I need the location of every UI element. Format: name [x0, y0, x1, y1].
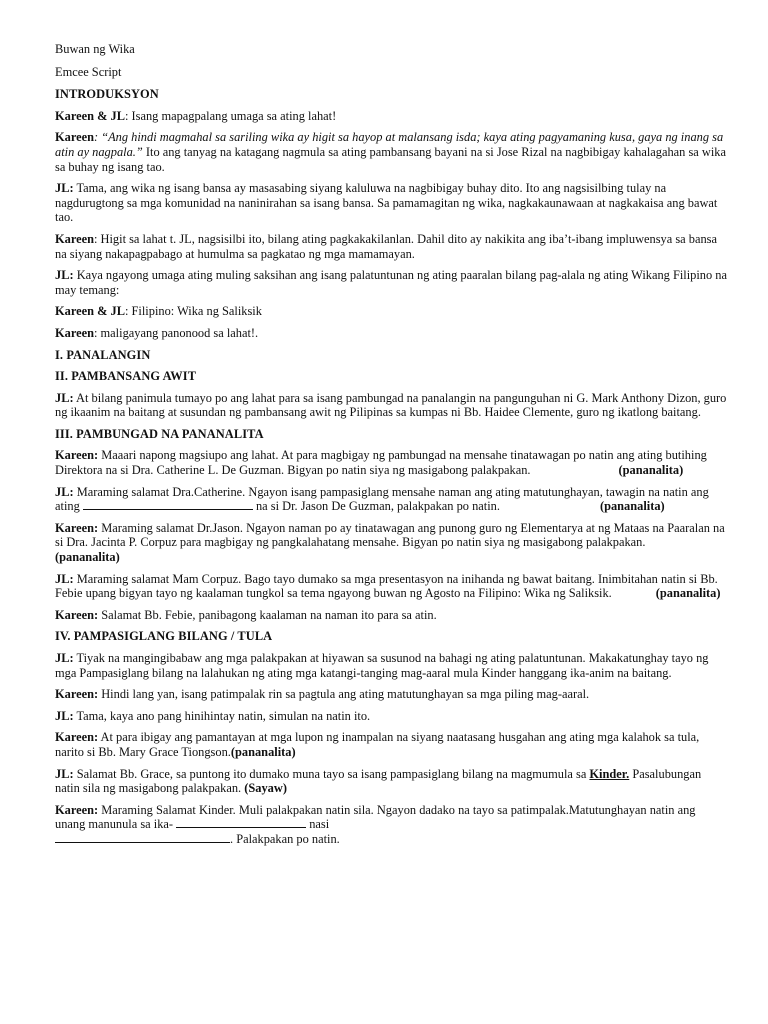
stage-cue: (pananalita) [230, 744, 296, 759]
line-text: Maraming salamat Dra.Catherine. Ngayon isang pampasiglang mensahe naman ang ating matutunghayan, tawagin na natin ang ating [55, 484, 709, 514]
line-text: Maraming salamat Mam Corpuz. Bago tayo dumako sa mga presentasyon na inihanda ng bawat baitang. Inimbitahan natin si Bb. Febie upang bigyan tayo ng kaalaman tungkol sa tema ngayong buwan ng Agosto na Filipino: Wika ng Saliksik. [55, 571, 718, 601]
speaker-label: Kareen: [55, 607, 99, 622]
script-line [55, 485, 728, 514]
rizal-quote: : “Ang hindi magmahal sa sariling wika ay higit sa hayop at malansang isda; kaya ating pagyamaning kusa, gaya ng inang sa atin ay nagpala.” [55, 130, 724, 159]
stage-cue: (Sayaw) [244, 781, 287, 796]
fill-in-blank [83, 499, 253, 510]
line-text: At para ibigay ang pamantayan at mga lupon ng inampalan na siyang naatasang husgahan ang ating mga kalahok sa tula, narito si Bb. Mary Grace Tiongson. [55, 730, 700, 759]
speaker-label: JL: [55, 484, 74, 499]
script-line [55, 651, 728, 680]
stage-cue: (pananalita) [618, 463, 684, 478]
section-heading-pampasiglang-bilang: IV. PAMPASIGLANG BILANG / TULA [55, 629, 273, 644]
speaker-label: Kareen [55, 325, 94, 340]
line-text: Salamat Bb. Grace, sa puntong ito dumako muna tayo sa isang pampasiglang bilang na magmumula sa [73, 766, 590, 781]
speaker-label: Kareen: [55, 802, 99, 817]
section-heading-introduksyon: INTRODUKSYON [55, 87, 159, 102]
speaker-label: Kareen: [55, 730, 99, 745]
script-line [55, 709, 728, 724]
stage-cue: (pananalita) [655, 586, 721, 601]
speaker-label: Kareen: [55, 687, 99, 702]
script-line [55, 803, 728, 847]
line-text: : Higit sa lahat t. JL, nagsisilbi ito, bilang ating pagkakakilanlan. Dahil dito ay nakikita ang iba’t-ibang impluwensya sa bansa na siyang nakapagpabago at humulma sa pagkatao ng mga mamamayan. [55, 231, 717, 261]
speaker-label: Kareen: [55, 448, 99, 463]
document-subtitle: Emcee Script [55, 64, 122, 79]
kinder-emphasis: Kinder. [589, 766, 630, 781]
line-text: Ito ang tanyag na katagang nagmula sa ating pambansang bayani na si Jose Rizal na nagbibigay kahalagahan sa wika sa buhay ng isang tao. [55, 144, 726, 174]
section-heading-pambansang-awit: II. PAMBANSANG AWIT [55, 369, 197, 384]
line-text: Maraming Salamat Kinder. Muli palakpakan natin sila. Ngayon dadako na tayo sa patimpalak.Matutunghayan natin ang unang manunula sa ika- [55, 802, 696, 832]
speaker-label: JL: [55, 390, 74, 405]
line-text: Maraming salamat Dr.Jason. Ngayon naman po ay tinatawagan ang punong guro ng Elementarya at ng Mataas na Paaralan na si Dra. Jacinta P. Corpuz para magbigay ng pangkalahatang mensahe. Bigyan po natin siya ng masigabong palakpakan. [55, 520, 725, 550]
script-line [55, 767, 728, 796]
section-heading-pambungad: III. PAMBUNGAD NA PANANALITA [55, 426, 264, 441]
speaker-label: JL: [55, 571, 74, 586]
speaker-label: Kareen & JL [55, 108, 125, 123]
script-line [55, 304, 728, 319]
speaker-label: Kareen & JL [55, 304, 125, 319]
script-line [55, 130, 728, 174]
line-text: : Filipino: Wika ng Saliksik [124, 304, 262, 319]
line-text: na si Dr. Jason De Guzman, palakpakan po natin. [252, 499, 500, 514]
speaker-label: Kareen: [55, 520, 99, 535]
fill-in-blank [55, 832, 230, 843]
line-text: Tiyak na mangingibabaw ang mga palakpakan at hiyawan sa susunod na bahagi ng ating palatuntunan. Makakatunghay tayo ng mga Pampasiglang bilang na lalahukan ng ating mga katangi-tanging mag-aaral mula Kinder hanggang ika-anim na baitang. [55, 651, 709, 680]
speaker-label: Kareen [55, 130, 94, 145]
script-line [55, 232, 728, 261]
line-text: Pasalubungan natin sila ng masigabong palakpakan. [55, 766, 702, 796]
script-line [55, 572, 728, 601]
stage-cue: (pananalita) [55, 550, 120, 565]
script-line [55, 109, 728, 124]
speaker-label: JL: [55, 181, 74, 196]
line-text: : Isang mapagpalang umaga sa ating lahat! [124, 108, 337, 123]
speaker-label: JL: [55, 268, 74, 283]
script-line [55, 608, 728, 623]
line-text: Maaari napong magsiupo ang lahat. At para magbigay ng pambungad na mensahe tinatawagan po natin ang ating butihing Direktora na si Dra. Catherine L. De Guzman. Bigyan po natin siya ng masigabong palakpakan. [55, 448, 707, 478]
line-text: Salamat Bb. Febie, panibagong kaalaman na naman ito para sa atin. [98, 607, 437, 622]
document-title: Buwan ng Wika [55, 42, 135, 56]
fill-in-blank [176, 817, 306, 828]
script-line [55, 326, 728, 341]
line-text: : maligayang panonood sa lahat!. [94, 325, 259, 340]
line-text: nasi [306, 817, 330, 832]
line-text: Kaya ngayong umaga ating muling saksihan ang isang palatuntunan ng ating paaralan bilang pag-alala ng ating Wikang Filipino na may temang: [55, 268, 727, 297]
line-text: Tama, kaya ano pang hinihintay natin, simulan na natin ito. [73, 708, 371, 723]
speaker-label: JL: [55, 651, 74, 665]
line-text: At bilang panimula tumayo po ang lahat para sa isang pambungad na panalangin na pangunguhan ni G. Mark Anthony Dizon, guro ng ikaanim na baitang at susundan ng pambansang awit ng Pilipinas sa kumpas ni Bb. Haidee Clemente, guro ng ikatlong baitang. [55, 390, 727, 420]
script-line [55, 687, 728, 702]
script-line [55, 448, 728, 477]
script-line [55, 391, 728, 420]
line-text: . Palakpakan po natin. [230, 831, 340, 846]
speaker-label: JL: [55, 766, 74, 781]
script-line [55, 521, 728, 565]
script-line [55, 181, 728, 225]
speaker-label: Kareen [55, 231, 94, 246]
line-text: Hindi lang yan, isang patimpalak rin sa pagtula ang ating matutunghayan sa mga piling mag-aaral. [98, 687, 590, 702]
script-line [55, 730, 728, 759]
section-heading-panalangin: I. PANALANGIN [55, 347, 151, 362]
stage-cue: (pananalita) [599, 499, 665, 514]
script-line [55, 268, 728, 297]
speaker-label: JL: [55, 708, 74, 723]
line-text: Tama, ang wika ng isang bansa ay masasabing siyang kaluluwa na nagbibigay buhay dito. Ito ang nagsisilbing tulay na nagdurugtong sa mga komunidad na naninirahan sa isang bansa. Sa pamamagitan ng wika, nagkakaunawaan at nagkakaisa ang bawat tao. [55, 181, 718, 225]
